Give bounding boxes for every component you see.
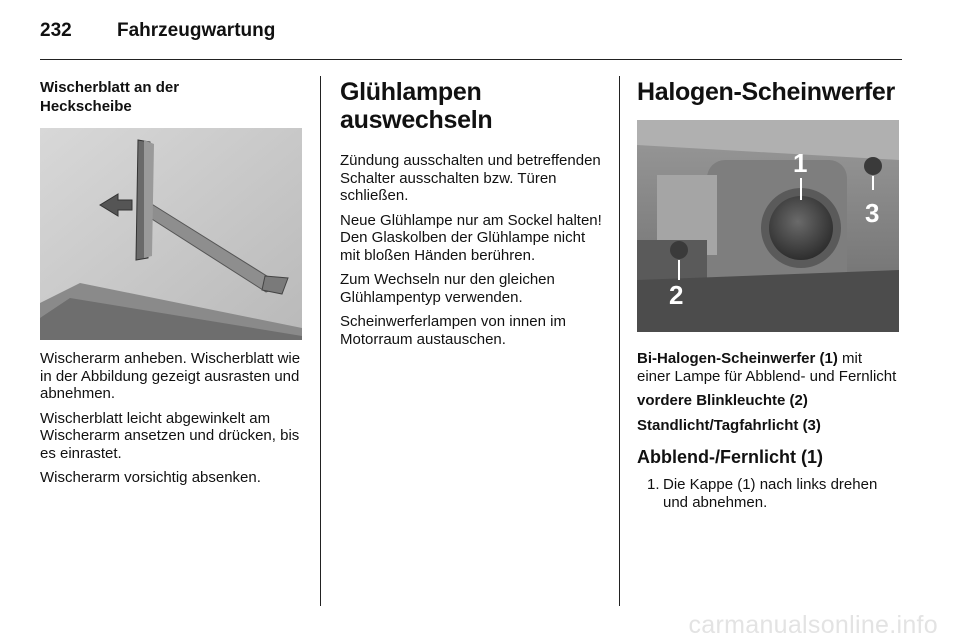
header-divider: [40, 59, 902, 60]
column-wiper-blade: [40, 78, 302, 487]
watermark: carmanualsonline.info: [688, 611, 938, 639]
paragraph-2: Wischerblatt leicht abgewinkelt am Wischerarm ansetzen und drücken, bis es einrastet.: [40, 409, 300, 462]
paragraph-2: Neue Glühlampe nur am Sockel halten! Den Glaskolben der Glühlampe nicht mit bloßen Händen berühren.: [340, 211, 602, 264]
paragraph-3: Zum Wechseln nur den gleichen Glühlampentyp verwenden.: [340, 271, 555, 306]
page-number: 232: [40, 20, 72, 41]
steps-list: [637, 476, 899, 511]
step-text: Die Kappe (1) nach links drehen und abnehmen.: [663, 476, 878, 511]
chapter-title: Fahrzeugwartung: [117, 20, 276, 41]
legend-item-1-rest: mit einer Lampe für Abblend- und Fernlicht: [637, 350, 897, 385]
figure-label-3: 3: [865, 198, 880, 228]
heading-line-2: auswechseln: [340, 106, 493, 134]
subheading-low-high-beam: Abblend-/Fernlicht (1): [637, 447, 823, 467]
column-divider-2: [619, 76, 620, 606]
step-number: 1.: [647, 476, 660, 493]
column-divider-1: [320, 76, 321, 606]
paragraph-1: Wischerarm anheben. Wischerblatt wie in der Abbildung gezeigt ausrasten und abnehmen.: [40, 350, 301, 402]
paragraph-4: Scheinwerferlampen von innen im Motorraum austauschen.: [340, 313, 566, 348]
section-heading-halogen: Halogen-Scheinwerfer: [637, 78, 895, 106]
step-item: [637, 476, 899, 511]
legend-item-1: [637, 350, 899, 385]
paragraph-3: Wischerarm vorsichtig absenken.: [40, 469, 261, 486]
heading-line-1: Glühlampen: [340, 78, 482, 106]
legend-item-2: vordere Blinkleuchte (2): [637, 392, 808, 409]
legend-item-1-bold: Bi-Halogen-Scheinwerfer (1): [637, 350, 838, 367]
legend-item-3: Standlicht/Tagfahrlicht (3): [637, 416, 821, 434]
heading-line-1: Wischerblatt an der: [40, 79, 180, 96]
heading-line-2: Heckscheibe: [40, 98, 132, 115]
paragraph-1: Zündung ausschalten und betreffenden Schalter ausschalten bzw. Türen schließen.: [340, 152, 601, 204]
section-heading-bulbs: [340, 78, 605, 134]
headlamp-photo: [637, 120, 899, 332]
wiper-illustration: [40, 128, 302, 340]
figure-label-2: 2: [669, 280, 684, 310]
section-heading-wiper: [40, 78, 302, 116]
column-halogen-headlamp: [637, 78, 899, 511]
column-bulb-replacement: [340, 78, 605, 348]
figure-label-1: 1: [793, 148, 808, 178]
